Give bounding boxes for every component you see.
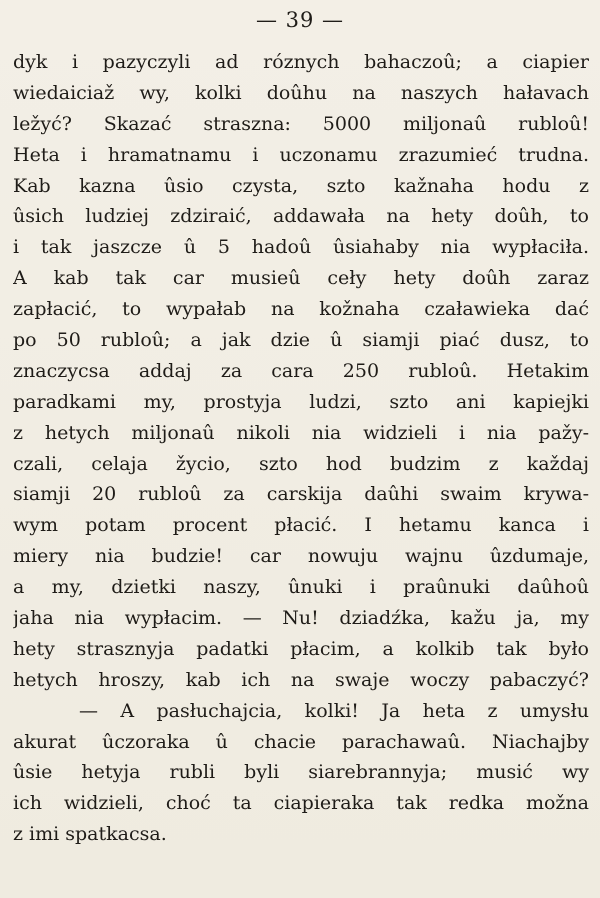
text-line: a my, dzietki naszy, ûnuki i praûnuki daûhoû bbox=[13, 576, 589, 599]
body-text bbox=[13, 47, 589, 850]
text-line: Kab kazna ûsio czysta, szto kažnaha hodu z bbox=[13, 174, 589, 197]
text-line: ûsie hetyja rubli byli siarebrannyja; musić wy bbox=[13, 761, 589, 784]
text-line: hetych hroszy, kab ich na swaje woczy pabaczyć? bbox=[13, 668, 589, 691]
text-line: — A pasłuchajcia, kolki! Ja heta z umysłu bbox=[79, 699, 589, 722]
text-line: siamji 20 rubloû za carskija daûhi swaim krywa- bbox=[13, 483, 589, 506]
text-line: czali, celaja žycio, szto hod budzim z kаždaj bbox=[13, 452, 589, 475]
text-line: paradkami my, prostyja ludzi, szto ani kapiejki bbox=[13, 390, 589, 413]
text-line: miery nia budzie! car nowuju wajnu ûzdumaje, bbox=[13, 545, 589, 568]
page-number: — 39 — bbox=[255, 8, 345, 32]
text-line: A kab tak car musieû cełу hety doûh zaraz bbox=[13, 267, 589, 290]
text-line: i tak jaszcze û 5 hadoû ûsiahaby nia wypłaciła. bbox=[13, 236, 589, 259]
text-line: ûsich ludziej zdziraić, addawała na hety doûh, to bbox=[13, 205, 589, 228]
text-line: wym potam procent płacić. I hetamu kanca i bbox=[13, 514, 589, 537]
text-line: po 50 rubloû; a jak dzie û siamji piać dusz, to bbox=[13, 329, 589, 352]
text-line: zapłacić, to wypałab na kožnaha czaławieka dać bbox=[13, 298, 589, 321]
text-line: ich widzieli, choć ta ciapieraka tak redka možna bbox=[13, 792, 589, 815]
text-line: hety strasznyja padatki płacim, a kolkib tak było bbox=[13, 637, 589, 660]
text-line: znaczycsa addaj za cara 250 rubloû. Hetakim bbox=[13, 359, 589, 382]
text-line: akurat ûczoraka û chacie parachawaû. Niachajby bbox=[13, 730, 589, 753]
text-line: ležyć? Skazać strasznа: 5000 miljonaû rubloû! bbox=[13, 112, 589, 135]
text-line: z hetych miljonaû nikoli nia widzieli i nia pažy- bbox=[13, 421, 589, 444]
text-line: Heta i hramatnamu i uczonamu zrazumieć trudna. bbox=[13, 143, 589, 166]
text-line: z imi spatkacsa. bbox=[13, 823, 167, 846]
text-line: jaha nia wypłacim. — Nu! dziadźka, kažu ja, my bbox=[13, 607, 589, 630]
text-line: wiedaiciaž wy, kolki doûhu na naszych hałavach bbox=[13, 81, 589, 104]
text-line: dyk i pazyczyli ad róznych bahaczoû; a ciapier bbox=[13, 51, 589, 73]
